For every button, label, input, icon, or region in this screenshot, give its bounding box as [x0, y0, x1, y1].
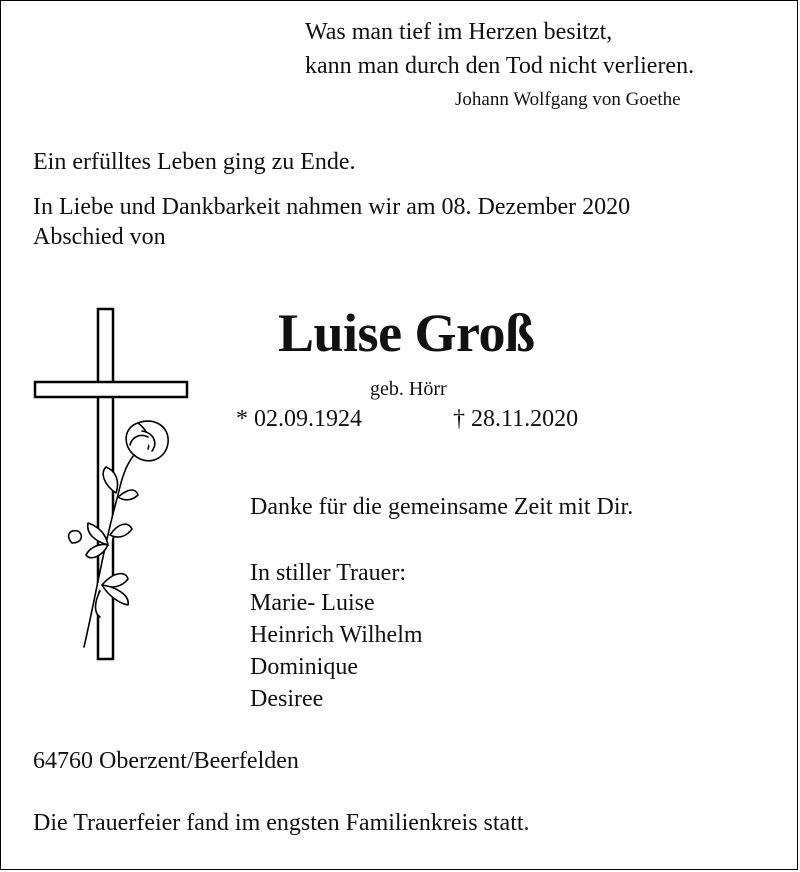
location: 64760 Oberzent/Beerfelden: [33, 748, 299, 774]
mourner-name: Heinrich Wilhelm: [250, 622, 423, 648]
deceased-name: Luise Groß: [278, 303, 535, 363]
mourner-name: Marie- Luise: [250, 590, 375, 616]
mourner-name: Dominique: [250, 654, 358, 680]
mourners-heading: In stiller Trauer:: [250, 560, 406, 586]
death-date: † 28.11.2020: [453, 406, 579, 432]
quote-line-2: kann man durch den Tod nicht verlieren.: [305, 53, 695, 79]
quote-line-1: Was man tief im Herzen besitzt,: [305, 19, 613, 45]
maiden-name: geb. Hörr: [370, 378, 447, 400]
intro-line-3: Abschied von: [33, 224, 166, 250]
intro-line-1: Ein erfülltes Leben ging zu Ende.: [33, 149, 356, 175]
quote-author: Johann Wolfgang von Goethe: [455, 89, 681, 110]
rose-icon: [60, 415, 180, 655]
intro-line-2: In Liebe und Dankbarkeit nahmen wir am 08. Dezember 2020: [33, 194, 631, 220]
mourner-name: Desiree: [250, 686, 324, 712]
birth-date: * 02.09.1924: [236, 406, 362, 432]
thanks-text: Danke für die gemeinsame Zeit mit Dir.: [250, 494, 634, 520]
ceremony-note: Die Trauerfeier fand im engsten Familienkreis statt.: [33, 810, 530, 836]
